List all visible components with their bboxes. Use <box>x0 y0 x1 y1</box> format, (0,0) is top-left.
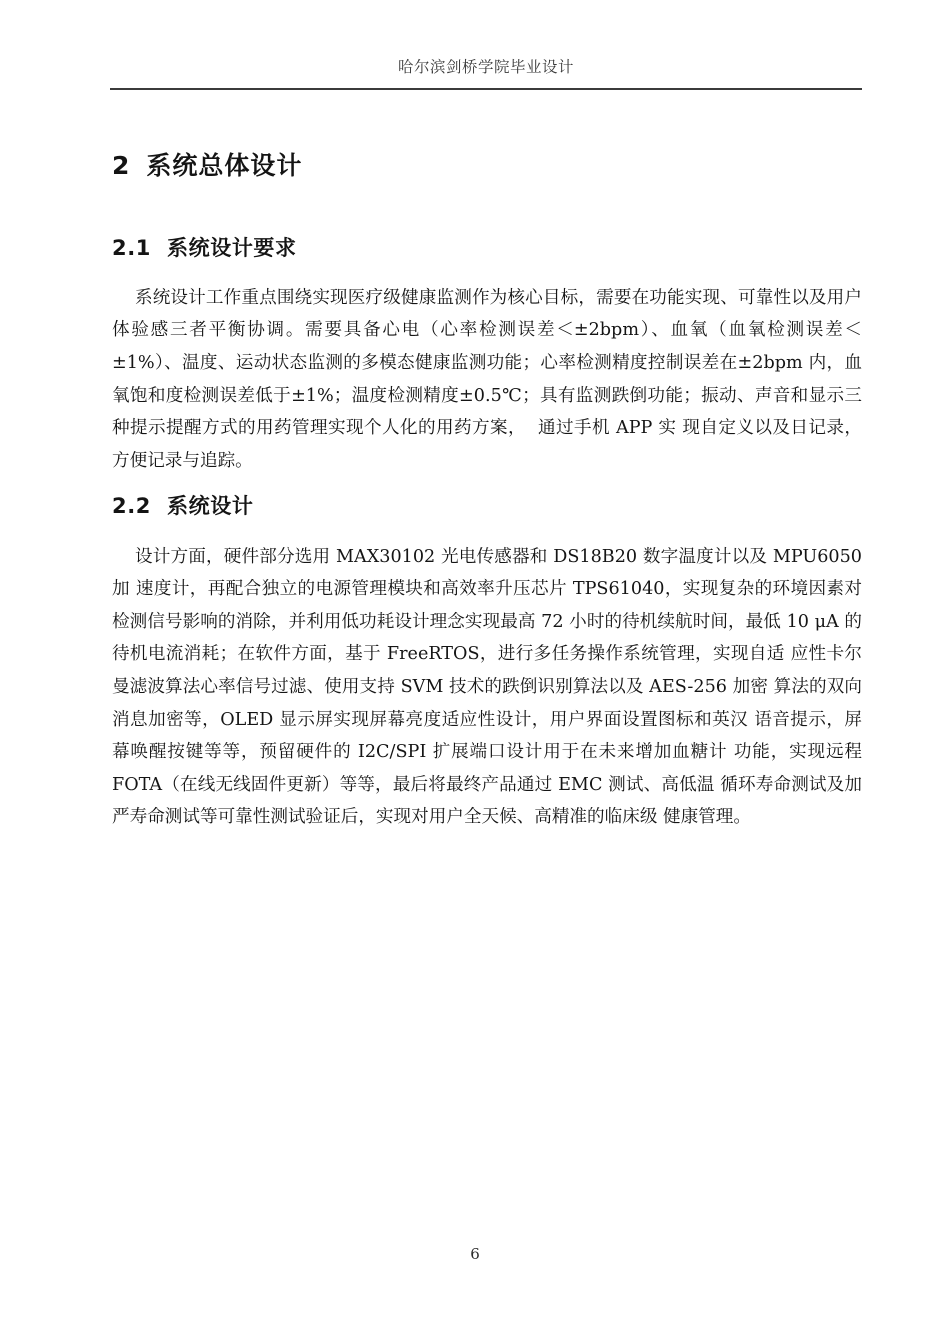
section-title-2-2: 系统设计 <box>167 494 254 519</box>
section-title-2: 系统总体设计 <box>146 151 303 180</box>
section-number-2-2: 2.2 <box>112 494 152 519</box>
running-header-title: 哈尔滨剑桥学院毕业设计 <box>397 58 574 76</box>
spacer <box>112 477 862 493</box>
running-header <box>110 58 862 98</box>
section-number-2-1: 2.1 <box>112 235 152 260</box>
spacer <box>112 183 862 235</box>
document-body <box>112 150 868 834</box>
spacer <box>112 521 862 541</box>
page-footer <box>0 1245 950 1264</box>
spacer <box>112 262 862 282</box>
section-heading-level1 <box>112 150 862 183</box>
section-title-2-1: 系统设计要求 <box>167 235 297 260</box>
section-number-2: 2 <box>112 151 131 180</box>
paragraph-2-1: 系统设计工作重点围绕实现医疗级健康监测作为核心目标，需要在功能实现、可靠性以及用户体验感三者平衡协调。需要具备心电（心率检测误差＜±2bpm）、血氧（血氧检测误差＜±1%）、温度、运动状态监测的多模态健康监测功能；心率检测精度控制误差在±2bpm 内，血氧饱和度检测误差低于±1%；温度检测精度±0.5℃；具有监测跌倒功能；振动、声音和显示三种提示提醒方式的用药管理实现个人化的用药方案， 通过手机 APP 实 现自定义以及日记录，方便记录与追踪。 <box>112 287 862 471</box>
section-heading-2-1 <box>112 235 862 262</box>
header-divider-rule <box>110 88 862 90</box>
page-number: 6 <box>470 1245 480 1263</box>
section-heading-2-2 <box>112 493 862 520</box>
paragraph-2-2: 设计方面，硬件部分选用 MAX30102 光电传感器和 DS18B20 数字温度计以及 MPU6050 加 速度计，再配合独立的电源管理模块和高效率升压芯片 TPS61040，实现复杂的环境因素对 检测信号影响的消除，并利用低功耗设计理念实现最高 72 小时的待机续航时间，最低 10 μA 的待机电流消耗；在软件方面，基于 FreeRTOS，进行多任务操作系统管理，实现自适 应性卡尔曼滤波算法心率信号过滤、使用支持 SVM 技术的跌倒识别算法以及 AES-256 加密 算法的双向消息加密等，OLED 显示屏实现屏幕亮度适应性设计，用户界面设置图标和英汉 语音提示，屏幕唤醒按键等等，预留硬件的 I2C/SPI 扩展端口设计用于在未来增加血糖计 功能，实现远程 FOTA（在线无线固件更新）等等，最后将最终产品通过 EMC 测试、高低温 循环寿命测试及加严寿命测试等可靠性测试验证后，实现对用户全天候、高精准的临床级 健康管理。 <box>112 546 868 828</box>
